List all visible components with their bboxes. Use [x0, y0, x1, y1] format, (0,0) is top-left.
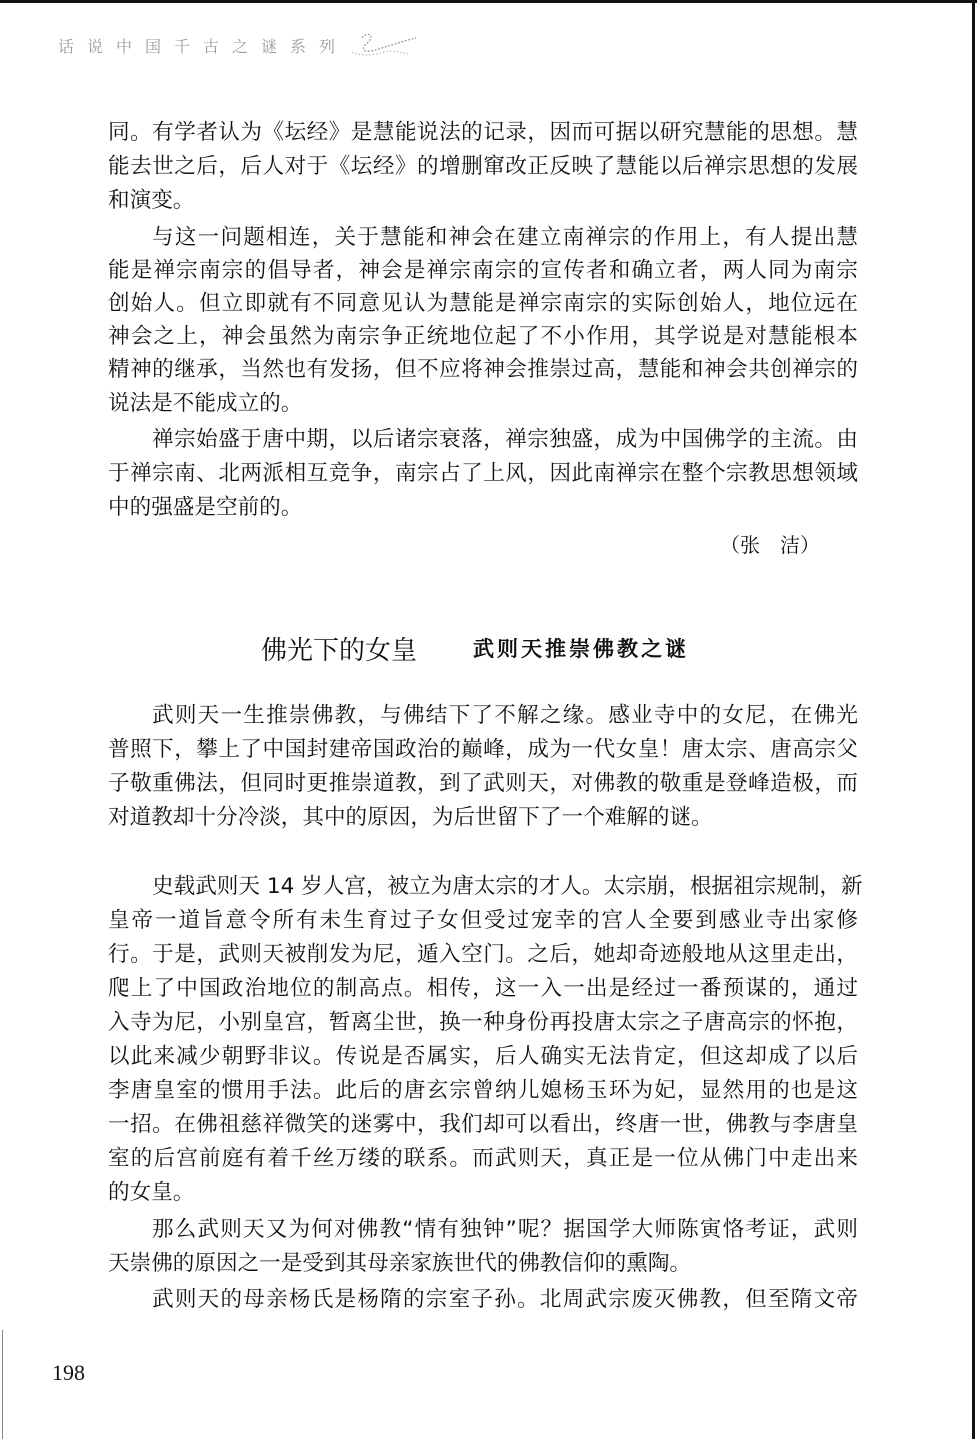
paragraph-line: 行。于是，武则天被削发为尼，遁入空门。之后，她却奇迹般地从这里走出， — [108, 942, 858, 967]
paragraph-line: 入寺为尼，小别皇宫，暂离尘世，换一种身份再投唐太宗之子唐高宗的怀抱， — [108, 1010, 858, 1035]
paragraph-line: 精神的继承，当然也有发扬，但不应将神会推崇过高，慧能和神会共创禅宗的 — [108, 357, 858, 382]
paragraph-line: 爬上了中国政治地位的制高点。相传，这一入一出是经过一番预谋的，通过 — [108, 976, 858, 1001]
section-subtitle: 武则天推崇佛教之谜 — [473, 636, 690, 661]
scan-border-right — [972, 0, 975, 1439]
series-title: 话说中国千古之谜系列 — [58, 36, 349, 56]
paragraph-line: 室的后宫前庭有着千丝万缕的联系。而武则天，真正是一位从佛门中走出来 — [108, 1146, 858, 1171]
paragraph-line: 那么武则天又为何对佛教“情有独钟”呢？据国学大师陈寅恪考证，武则 — [152, 1217, 858, 1242]
author-signature: （张 洁） — [720, 533, 820, 557]
paragraph-line: 皇帝一道旨意令所有未生育过子女但受过宠幸的宫人全要到感业寺出家修 — [108, 908, 858, 933]
decorative-swirl-icon — [344, 30, 424, 60]
paragraph-line: 与这一问题相连，关于慧能和神会在建立南禅宗的作用上，有人提出慧 — [152, 225, 858, 250]
paragraph-line: 史载武则天 14 岁人宫，被立为唐太宗的才人。太宗崩，根据祖宗规制，新 — [152, 874, 863, 899]
paragraph-line: 天崇佛的原因之一是受到其母亲家族世代的佛教信仰的熏陶。 — [108, 1251, 692, 1276]
paragraph-line: 一招。在佛祖慈祥微笑的迷雾中，我们却可以看出，终唐一世，佛教与李唐皇 — [108, 1112, 858, 1137]
paragraph-line: 和演变。 — [108, 188, 195, 213]
intro-line: 对道教却十分冷淡，其中的原因，为后世留下了一个难解的谜。 — [108, 805, 713, 830]
paragraph-line: 能是禅宗南宗的倡导者，神会是禅宗南宗的宣传者和确立者，两人同为南宗 — [108, 258, 858, 283]
section-title: 佛光下的女皇 — [261, 635, 418, 666]
paragraph-line: 武则天的母亲杨氏是杨隋的宗室子孙。北周武宗废灭佛教，但至隋文帝 — [152, 1287, 858, 1312]
paragraph-line: 李唐皇室的惯用手法。此后的唐玄宗曾纳儿媳杨玉环为妃，显然用的也是这 — [108, 1078, 858, 1103]
page-number: 198 — [52, 1360, 85, 1385]
scan-border-left — [2, 1330, 3, 1439]
paragraph-line: 同。有学者认为《坛经》是慧能说法的记录，因而可据以研究慧能的思想。慧 — [108, 120, 858, 145]
intro-line: 武则天一生推崇佛教，与佛结下了不解之缘。感业寺中的女尼，在佛光 — [152, 703, 858, 728]
paragraph-line: 创始人。但立即就有不同意见认为慧能是禅宗南宗的实际创始人，地位远在 — [108, 291, 858, 316]
paragraph-line: 以此来减少朝野非议。传说是否属实，后人确实无法肯定，但这却成了以后 — [108, 1044, 858, 1069]
running-head — [58, 30, 424, 60]
scan-border-top — [0, 0, 977, 3]
paragraph-line: 能去世之后，后人对于《坛经》的增删窜改正反映了慧能以后禅宗思想的发展 — [108, 154, 858, 179]
paragraph-line: 的女皇。 — [108, 1180, 195, 1205]
intro-line: 普照下，攀上了中国封建帝国政治的巅峰，成为一代女皇！唐太宗、唐高宗父 — [108, 737, 858, 762]
paragraph-line: 神会之上，神会虽然为南宗争正统地位起了不小作用，其学说是对慧能根本 — [108, 324, 858, 349]
paragraph-line: 禅宗始盛于唐中期，以后诸宗衰落，禅宗独盛，成为中国佛学的主流。由 — [152, 427, 858, 452]
intro-line: 子敬重佛法，但同时更推崇道教，到了武则天，对佛教的敬重是登峰造极，而 — [108, 771, 858, 796]
paragraph-line: 说法是不能成立的。 — [108, 391, 303, 416]
paragraph-line: 中的强盛是空前的。 — [108, 495, 303, 520]
paragraph-line: 于禅宗南、北两派相互竞争，南宗占了上风，因此南禅宗在整个宗教思想领域 — [108, 461, 858, 486]
section-heading — [261, 628, 689, 668]
